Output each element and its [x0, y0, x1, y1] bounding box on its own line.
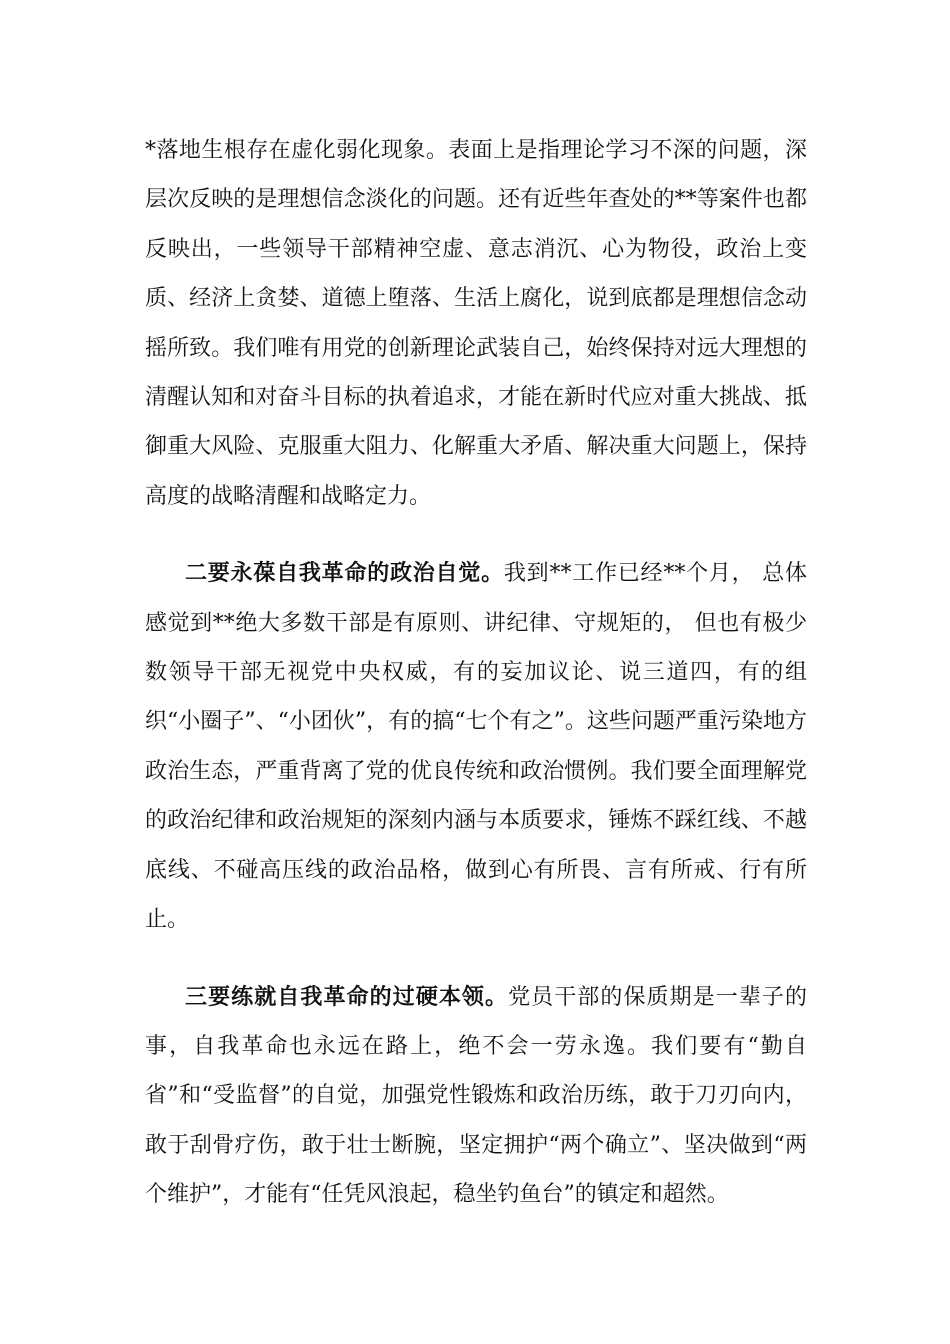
paragraph-point-three	[145, 973, 807, 1220]
paragraph-continuation	[145, 126, 807, 521]
paragraph-point-two	[145, 549, 807, 944]
paragraph-heading: 三要练就自我革命的过硬本领。	[185, 984, 509, 1010]
paragraph-text: 我到**工作已经**个月， 总体感觉到**绝大多数干部是有原则、讲纪律、守规矩的， 但也有极少数领导干部无视党中央权威，有的妄加议论、说三道四，有的组织“小圈子”、“小团伙”，有的搞“七个有之”。这些问题严重污染地方政治生态，严重背离了党的优良传统和政治惯例。我们要全面理解党的政治纪律和政治规矩的深刻内涵与本质要求，锤炼不踩红线、不越底线、不碰高压线的政治品格，做到心有所畏、言有所戒、行有所止。	[145, 561, 807, 933]
paragraph-text: 党员干部的保质期是一辈子的事，自我革命也永远在路上，绝不会一劳永逸。我们要有“勤自省”和“受监督”的自觉，加强党性锻炼和政治历练，敢于刀刃向内，敢于刮骨疗伤，敢于壮士断腕，坚定拥护“两个确立”、坚决做到“两个维护”，才能有“任凭风浪起，稳坐钓鱼台”的镇定和超然。	[145, 984, 807, 1208]
paragraph-text: *落地生根存在虚化弱化现象。表面上是指理论学习不深的问题，深层次反映的是理想信念淡化的问题。还有近些年查处的**等案件也都反映出，一些领导干部精神空虚、意志消沉、心为物役，政治上变质、经济上贪婪、道德上堕落、生活上腐化，说到底都是理想信念动摇所致。我们唯有用党的创新理论武装自己，始终保持对远大理想的清醒认知和对奋斗目标的执着追求，才能在新时代应对重大挑战、抵御重大风险、克服重大阻力、化解重大矛盾、解决重大问题上，保持高度的战略清醒和战略定力。	[145, 138, 807, 509]
document-body	[145, 126, 807, 1220]
paragraph-heading: 二要永葆自我革命的政治自觉。	[185, 561, 504, 587]
